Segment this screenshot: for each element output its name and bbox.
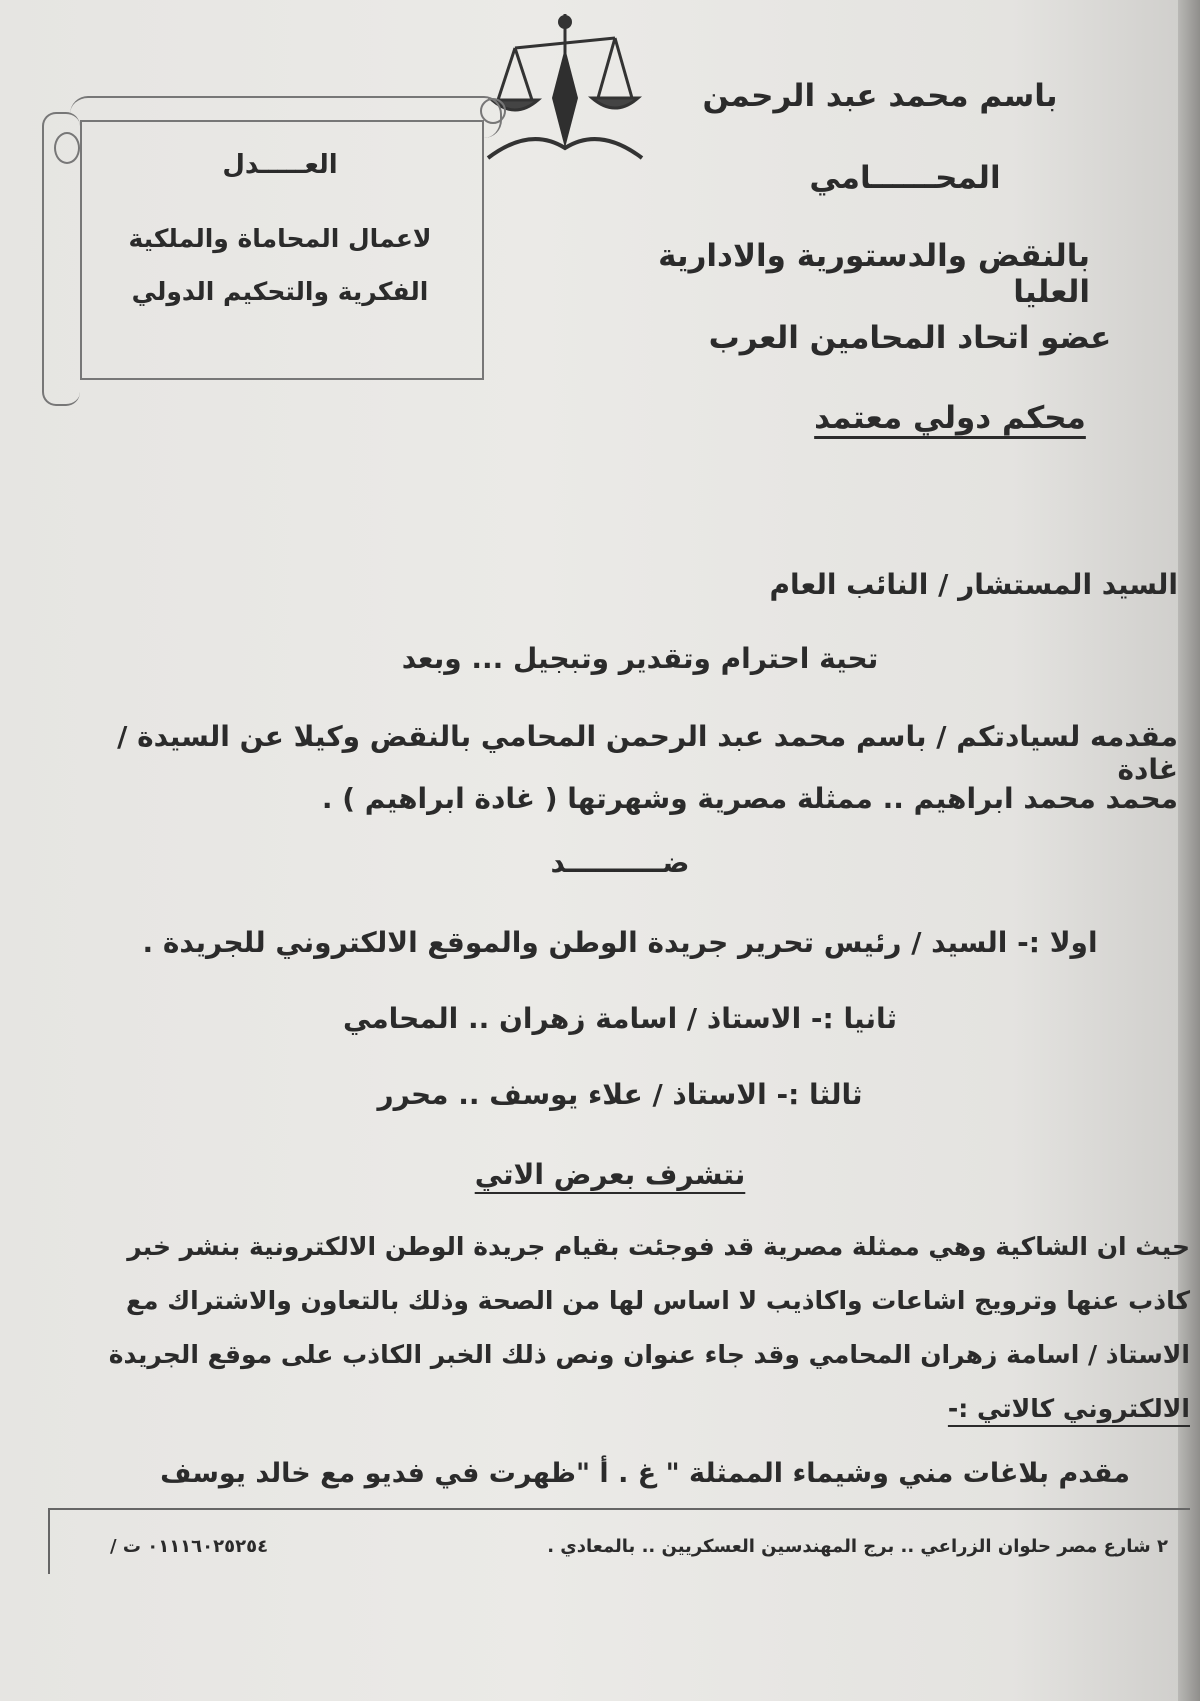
complaint-line-3: الاستاذ / اسامة زهران المحامي وقد جاء عنوان ونص ذلك الخبر الكاذب على موقع الجريدة bbox=[108, 1340, 1190, 1369]
defendant-1: اولا :- السيد / رئيس تحرير جريدة الوطن والموقع الالكتروني للجريدة . bbox=[142, 926, 1098, 959]
lawyer-arbitrator: محكم دولي معتمد bbox=[814, 400, 1086, 436]
intro-line-1: مقدمه لسيادتكم / باسم محمد عبد الرحمن المحامي بالنقض وكيلا عن السيدة / غادة bbox=[117, 720, 1178, 786]
lawyer-courts: بالنقض والدستورية والادارية العليا bbox=[658, 238, 1090, 310]
firm-scroll-box bbox=[40, 92, 490, 412]
scroll-left-roll bbox=[54, 132, 80, 164]
lawyer-name: باسم محمد عبد الرحمن bbox=[702, 78, 1058, 114]
recipient-line: السيد المستشار / النائب العام bbox=[769, 568, 1178, 601]
footer-box bbox=[48, 1508, 1190, 1574]
phone-number: ٠١١١٦٠٢٥٢٥٤ bbox=[147, 1536, 269, 1557]
lawyer-title: المحــــــامي bbox=[809, 160, 1001, 196]
scales-of-justice-emblem bbox=[480, 8, 650, 168]
complaint-line-4: الالكتروني كالاتي :- bbox=[947, 1394, 1190, 1423]
complaint-line-1: حيث ان الشاكية وهي ممثلة مصرية قد فوجئت بقيام جريدة الوطن الالكترونية بنشر خبر bbox=[127, 1232, 1190, 1261]
defendant-3: ثالثا :- الاستاذ / علاء يوسف .. محرر bbox=[377, 1078, 863, 1111]
lawyer-membership: عضو اتحاد المحامين العرب bbox=[708, 320, 1112, 356]
against-heading: ضــــــــــد bbox=[550, 846, 690, 879]
page-edge-shadow bbox=[1178, 0, 1200, 1701]
defendant-2: ثانيا :- الاستاذ / اسامة زهران .. المحامي bbox=[343, 1002, 897, 1035]
phone-label: ت / bbox=[110, 1536, 141, 1557]
intro-line-2: محمد محمد ابراهيم .. ممثلة مصرية وشهرتها ( غادة ابراهيم ) . bbox=[321, 782, 1178, 815]
firm-line-1: لاعمال المحاماة والملكية bbox=[128, 224, 432, 253]
complaint-line-2: كاذب عنها وترويج اشاعات واكاذيب لا اساس لها من الصحة وذلك بالتعاون والاشتراك مع bbox=[125, 1286, 1190, 1315]
section-title: نتشرف بعرض الاتي bbox=[474, 1158, 746, 1191]
footer-address: ٢ شارع مصر حلوان الزراعي .. برج المهندسين العسكريين .. بالمعادي . bbox=[547, 1536, 1168, 1557]
quoted-headline: مقدم بلاغات مني وشيماء الممثلة " غ . أ "ظهرت في فديو مع خالد يوسف bbox=[160, 1458, 1130, 1489]
greeting-line: تحية احترام وتقدير وتبجيل ... وبعد bbox=[401, 642, 879, 675]
firm-name: العـــــدل bbox=[222, 150, 338, 180]
footer-phone bbox=[110, 1536, 268, 1557]
firm-line-2: الفكرية والتحكيم الدولي bbox=[131, 277, 429, 306]
